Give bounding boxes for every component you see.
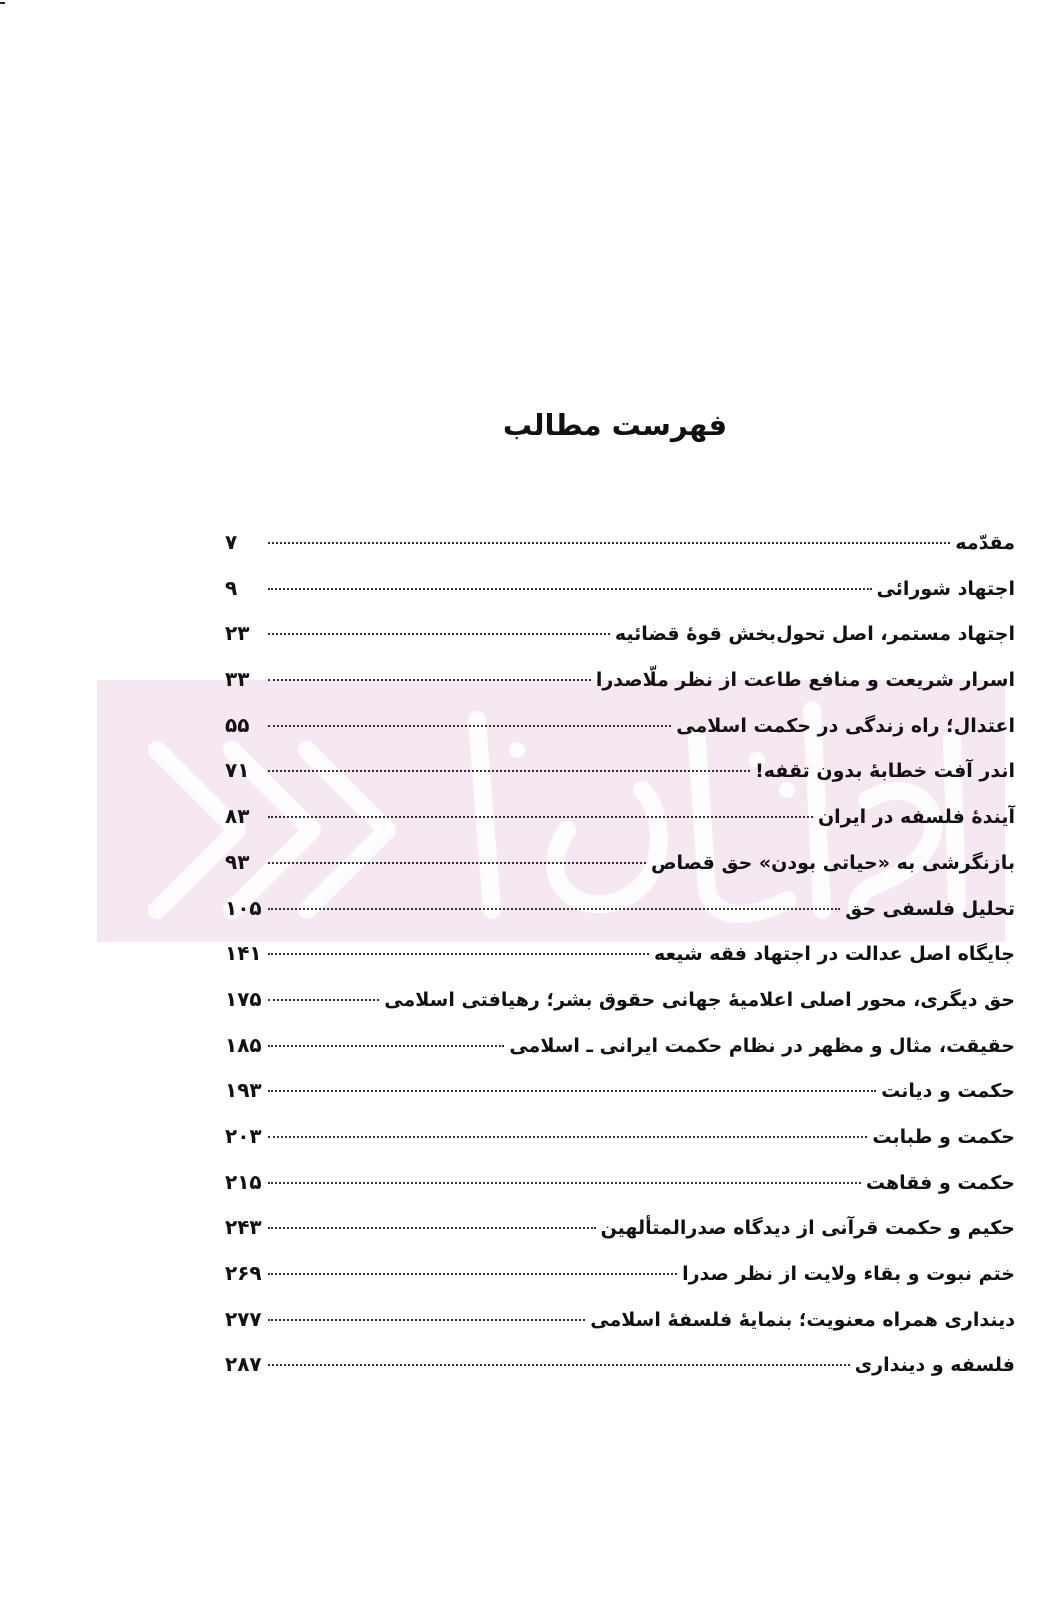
toc-leader-dots: [268, 1090, 876, 1092]
toc-page-number: ۲۷۷: [225, 1306, 262, 1331]
toc-title: فلسفه و دینداری: [854, 1354, 1015, 1377]
toc-title: بازنگرشی به «حیاتی بودن» حق قصاص: [650, 851, 1015, 874]
toc-title: اعتدال؛ راه زندگی در حکمت اسلامی: [676, 714, 1015, 737]
toc-leader-dots: [268, 999, 379, 1001]
toc-row[interactable]: [225, 576, 1015, 622]
page-corner-mark: [0, 2, 5, 4]
toc-row[interactable]: [225, 896, 1015, 942]
toc-leader-dots: [268, 1045, 504, 1047]
toc-leader-dots: [268, 862, 646, 864]
toc-row[interactable]: [225, 1033, 1015, 1079]
toc-title: دینداری همراه معنویت؛ بنمایهٔ فلسفهٔ اسلامی: [590, 1308, 1015, 1331]
toc-page-number: ۱۸۵: [225, 1032, 262, 1057]
toc-row[interactable]: [225, 1124, 1015, 1170]
toc-title: مقدّمه: [955, 532, 1015, 554]
toc-row[interactable]: [225, 667, 1015, 713]
toc-page-number: ۱۹۳: [225, 1078, 262, 1103]
toc-leader-dots: [268, 1182, 861, 1184]
toc-row[interactable]: [225, 1352, 1015, 1398]
toc-leader-dots: [268, 816, 813, 818]
toc-page-number: ۷۱: [225, 758, 250, 783]
toc-row[interactable]: [225, 941, 1015, 987]
toc-row[interactable]: [225, 530, 1015, 576]
toc-leader-dots: [268, 633, 610, 635]
toc-page-number: ۳۳: [225, 667, 250, 692]
toc-leader-dots: [268, 953, 649, 955]
toc-title: اندر آفت خطابهٔ بدون تقفه!: [755, 760, 1015, 783]
page-title: فهرست مطالب: [502, 408, 728, 442]
toc-page-number: ۲۰۳: [225, 1123, 262, 1148]
toc-row[interactable]: [225, 621, 1015, 667]
toc-row[interactable]: [225, 758, 1015, 804]
toc-title: تحلیل فلسفی حق: [845, 897, 1015, 920]
toc-page-number: ۲۴۳: [225, 1215, 262, 1240]
toc-row[interactable]: [225, 1170, 1015, 1216]
toc-page-number: ۲۳: [225, 621, 250, 646]
toc-leader-dots: [268, 1227, 596, 1229]
toc-title: ختم نبوت و بقاء ولایت از نظر صدرا: [682, 1263, 1015, 1285]
toc-title: حکمت و طبابت: [872, 1125, 1015, 1148]
toc-row[interactable]: [225, 1261, 1015, 1307]
toc-leader-dots: [268, 542, 950, 544]
toc-row[interactable]: [225, 1307, 1015, 1353]
table-of-contents: [225, 530, 1015, 1398]
toc-title: اسرار شریعت و منافع طاعت از نظر ملّاصدرا: [595, 669, 1015, 692]
toc-page-number: ۱۴۱: [225, 941, 262, 966]
toc-leader-dots: [268, 1136, 867, 1138]
toc-title: حکمت و فقاهت: [865, 1171, 1015, 1194]
toc-leader-dots: [268, 679, 591, 681]
toc-title: حکیم و حکمت قرآنی از دیدگاه صدرالمتألهین: [600, 1217, 1015, 1240]
toc-leader-dots: [268, 588, 872, 590]
toc-title: اجتهاد شورائی: [876, 577, 1015, 600]
toc-page-number: ۸۳: [225, 804, 250, 829]
toc-row[interactable]: [225, 1078, 1015, 1124]
toc-page-number: ۱۰۵: [225, 895, 262, 920]
toc-title: آیندهٔ فلسفه در ایران: [817, 806, 1015, 829]
toc-page-number: ۲۸۷: [225, 1352, 262, 1377]
toc-row[interactable]: [225, 1215, 1015, 1261]
toc-row[interactable]: [225, 850, 1015, 896]
toc-row[interactable]: [225, 987, 1015, 1033]
toc-page-number: ۷: [225, 530, 238, 554]
toc-row[interactable]: [225, 804, 1015, 850]
toc-title: جایگاه اصل عدالت در اجتهاد فقه شیعه: [654, 943, 1015, 966]
toc-leader-dots: [268, 770, 750, 772]
toc-leader-dots: [268, 1319, 585, 1321]
toc-page-number: ۹۳: [225, 849, 250, 874]
toc-title: حق دیگری، محور اصلی اعلامیهٔ جهانی حقوق بشر؛ رهیافتی اسلامی: [384, 988, 1015, 1011]
toc-leader-dots: [268, 725, 671, 727]
toc-row[interactable]: [225, 713, 1015, 759]
toc-page-number: ۹: [225, 575, 238, 600]
toc-leader-dots: [268, 1364, 850, 1366]
toc-page-number: ۲۱۵: [225, 1169, 262, 1194]
toc-title: حکمت و دیانت: [881, 1080, 1015, 1103]
toc-leader-dots: [268, 908, 840, 910]
toc-page-number: ۵۵: [225, 712, 250, 737]
toc-page-number: ۱۷۵: [225, 986, 262, 1011]
toc-leader-dots: [268, 1273, 677, 1275]
toc-title: حقیقت، مثال و مظهر در نظام حکمت ایرانی ـ اسلامی: [509, 1034, 1015, 1057]
toc-page-number: ۲۶۹: [225, 1261, 262, 1285]
toc-title: اجتهاد مستمر، اصل تحول‌بخش قوهٔ قضائیه: [614, 623, 1015, 646]
